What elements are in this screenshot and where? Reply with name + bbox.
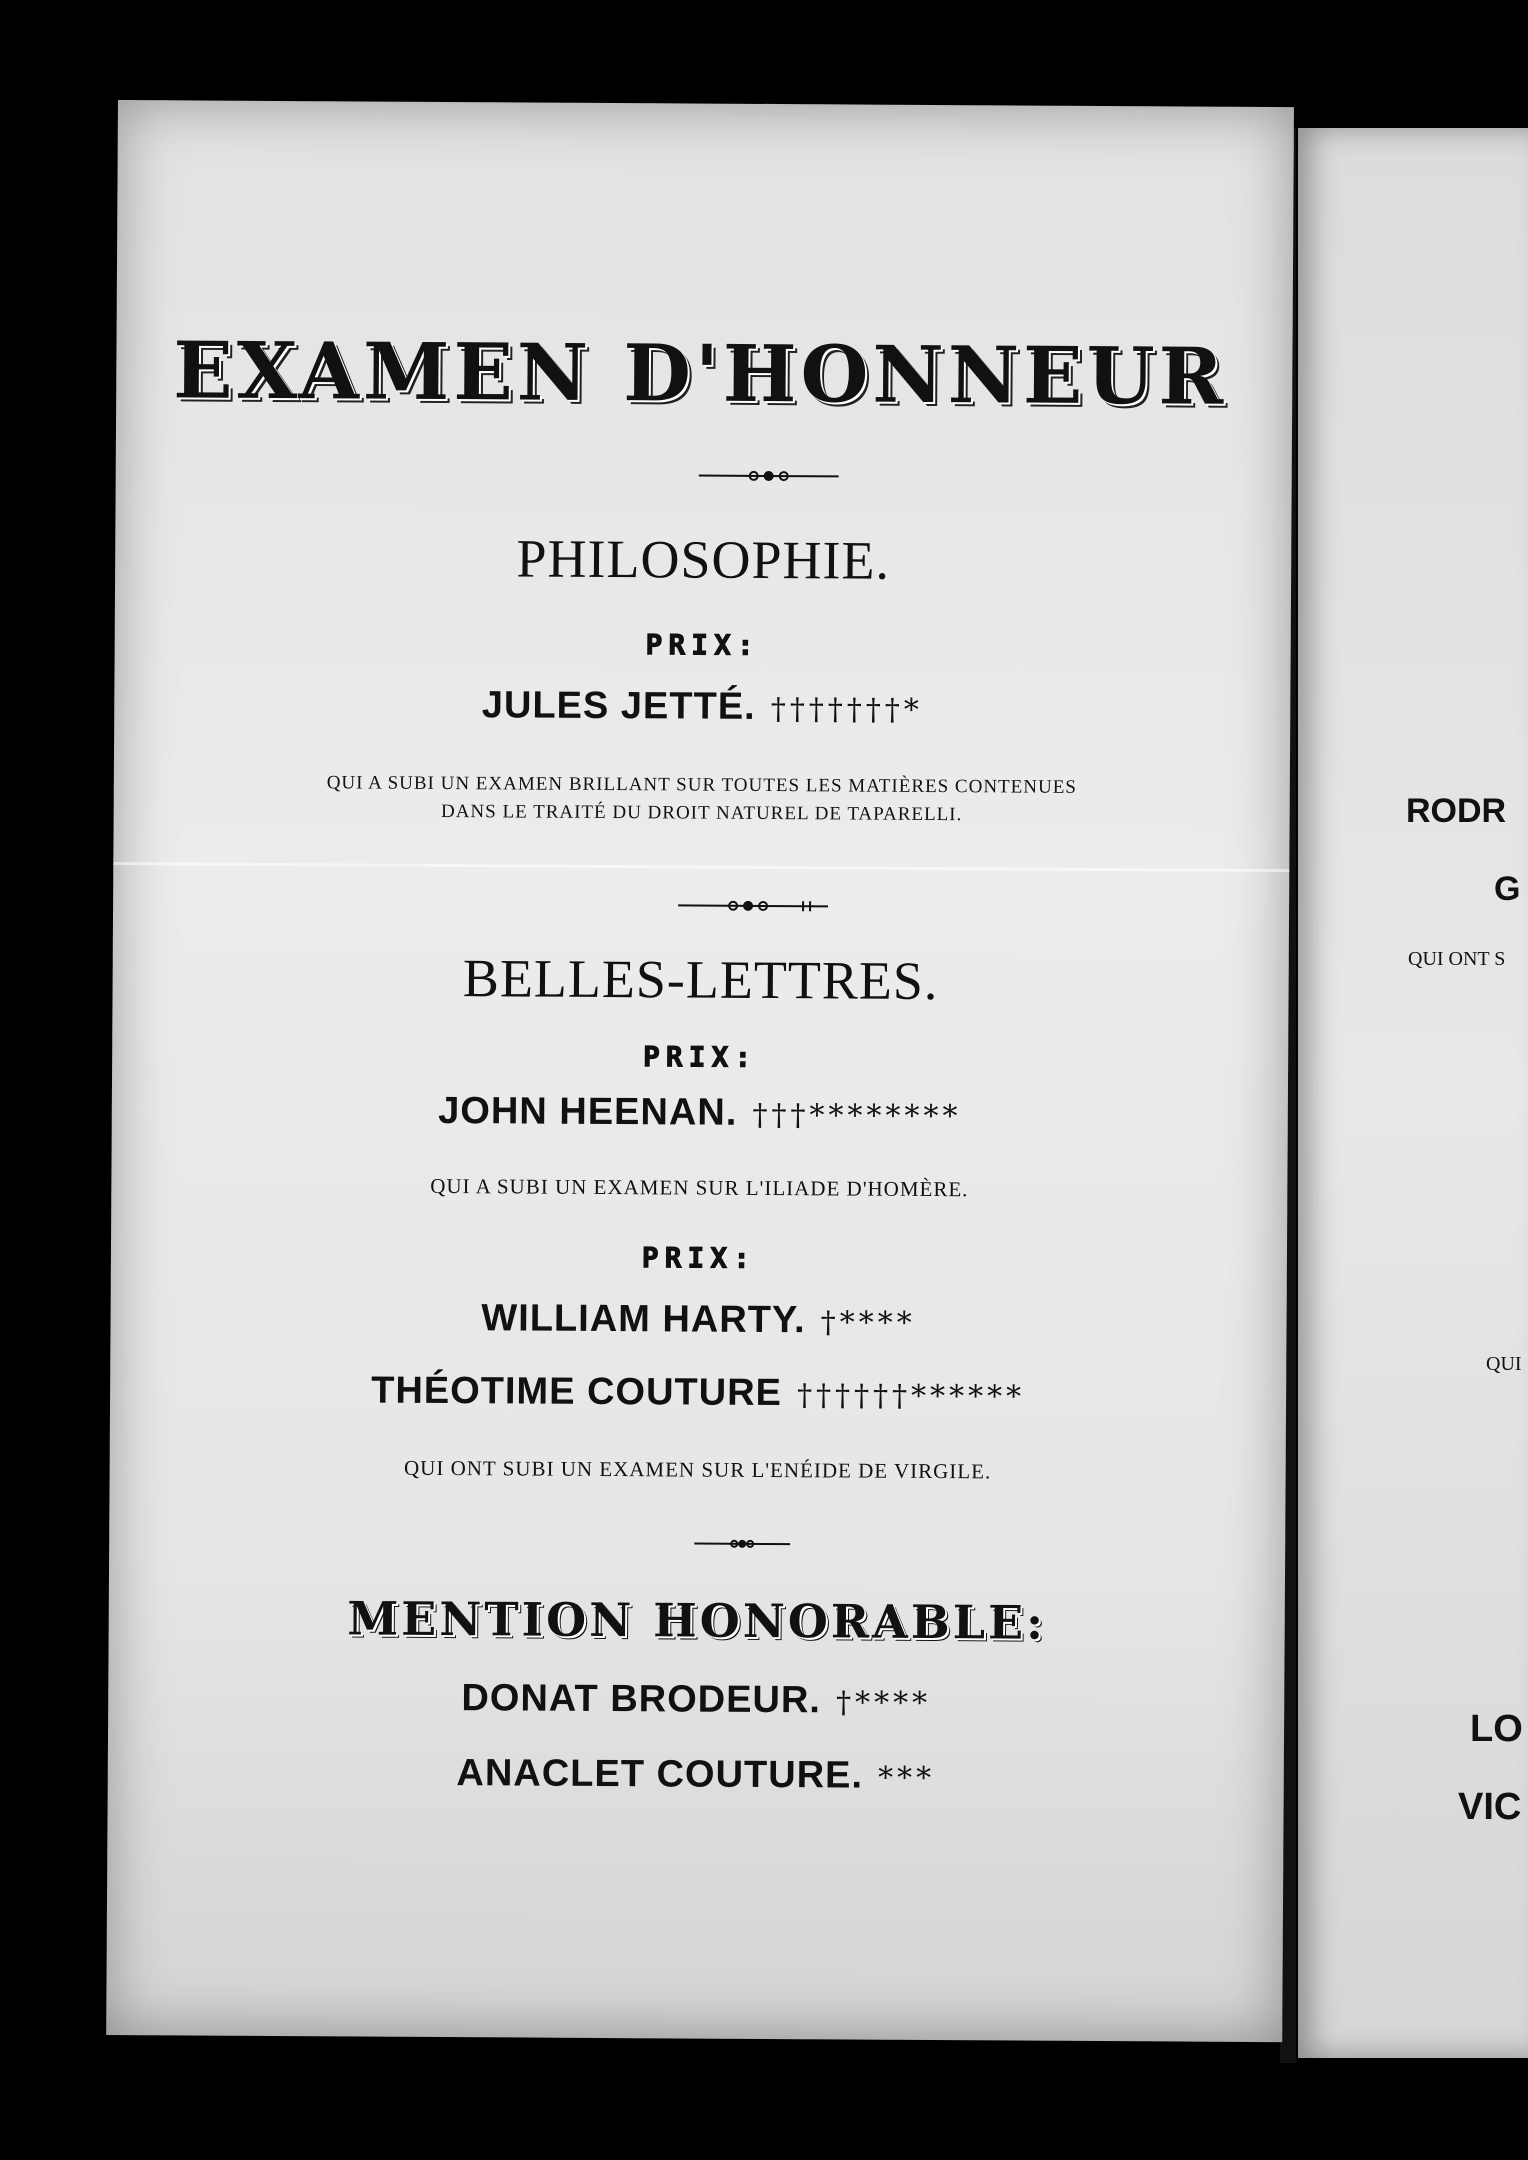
- mention-marks: ***: [877, 1760, 936, 1797]
- divider-ornament-3: [694, 1538, 790, 1551]
- winner-name: JULES JETTÉ.: [481, 684, 756, 728]
- facing-fragment-5: LO: [1470, 1708, 1523, 1750]
- prix-label-belles-lettres-2: PRIX:: [641, 1241, 757, 1275]
- main-page: [106, 100, 1294, 2042]
- section-heading-philosophie: PHILOSOPHIE.: [516, 528, 891, 591]
- winner-name: JOHN HEENAN.: [438, 1089, 738, 1134]
- mention-row-couture: [108, 1750, 1284, 1800]
- facing-fragment-6: VIC: [1458, 1786, 1522, 1828]
- prix-label-philosophie: PRIX:: [645, 628, 760, 662]
- winner-name: THÉOTIME COUTURE: [371, 1369, 783, 1415]
- winner-row-couture: [110, 1368, 1286, 1418]
- description-philosophie-1: QUI A SUBI UN EXAMEN BRILLANT SUR TOUTES LES MATIÈRES CONTENUES: [326, 772, 1077, 798]
- winner-marks: †††********: [752, 1097, 962, 1135]
- facing-page: [1298, 128, 1528, 2058]
- facing-fragment-1: RODR: [1406, 792, 1507, 830]
- mention-marks: †****: [835, 1685, 932, 1721]
- description-belles-lettres-1: QUI A SUBI UN EXAMEN SUR L'ILIADE D'HOMÈRE.: [430, 1173, 969, 1202]
- fold-crease: [113, 862, 1289, 872]
- facing-fragment-3: QUI ONT S: [1408, 948, 1506, 970]
- page-title: EXAMEN D'HONNEUR: [173, 325, 1228, 423]
- description-philosophie-2: DANS LE TRAITÉ DU DROIT NATUREL DE TAPARELLI.: [440, 800, 963, 826]
- winner-marks: ††††††******: [796, 1378, 1026, 1415]
- mention-name: DONAT BRODEUR.: [461, 1677, 822, 1722]
- winner-marks: †††††††*: [770, 691, 923, 728]
- description-belles-lettres-2: QUI ONT SUBI UN EXAMEN SUR L'ENÉIDE DE VIRGILE.: [403, 1455, 992, 1484]
- section-heading-mention: MENTION HONORABLE:: [347, 1591, 1047, 1650]
- prix-label-belles-lettres-1: PRIX:: [642, 1040, 758, 1074]
- winner-row-harty: [110, 1295, 1286, 1345]
- winner-marks: †****: [820, 1305, 916, 1341]
- facing-fragment-4: QUI: [1486, 1353, 1522, 1375]
- mention-name: ANACLET COUTURE.: [456, 1752, 864, 1797]
- facing-fragment-2: G: [1494, 870, 1521, 908]
- winner-name: WILLIAM HARTY.: [481, 1297, 806, 1342]
- section-heading-belles-lettres: BELLES-LETTRES.: [462, 948, 939, 1012]
- winner-row-heenan: [112, 1088, 1288, 1138]
- winner-row-jette: [114, 682, 1290, 732]
- divider-ornament-1: [699, 469, 839, 484]
- mention-row-brodeur: [108, 1675, 1284, 1725]
- divider-ornament-2: [678, 898, 828, 913]
